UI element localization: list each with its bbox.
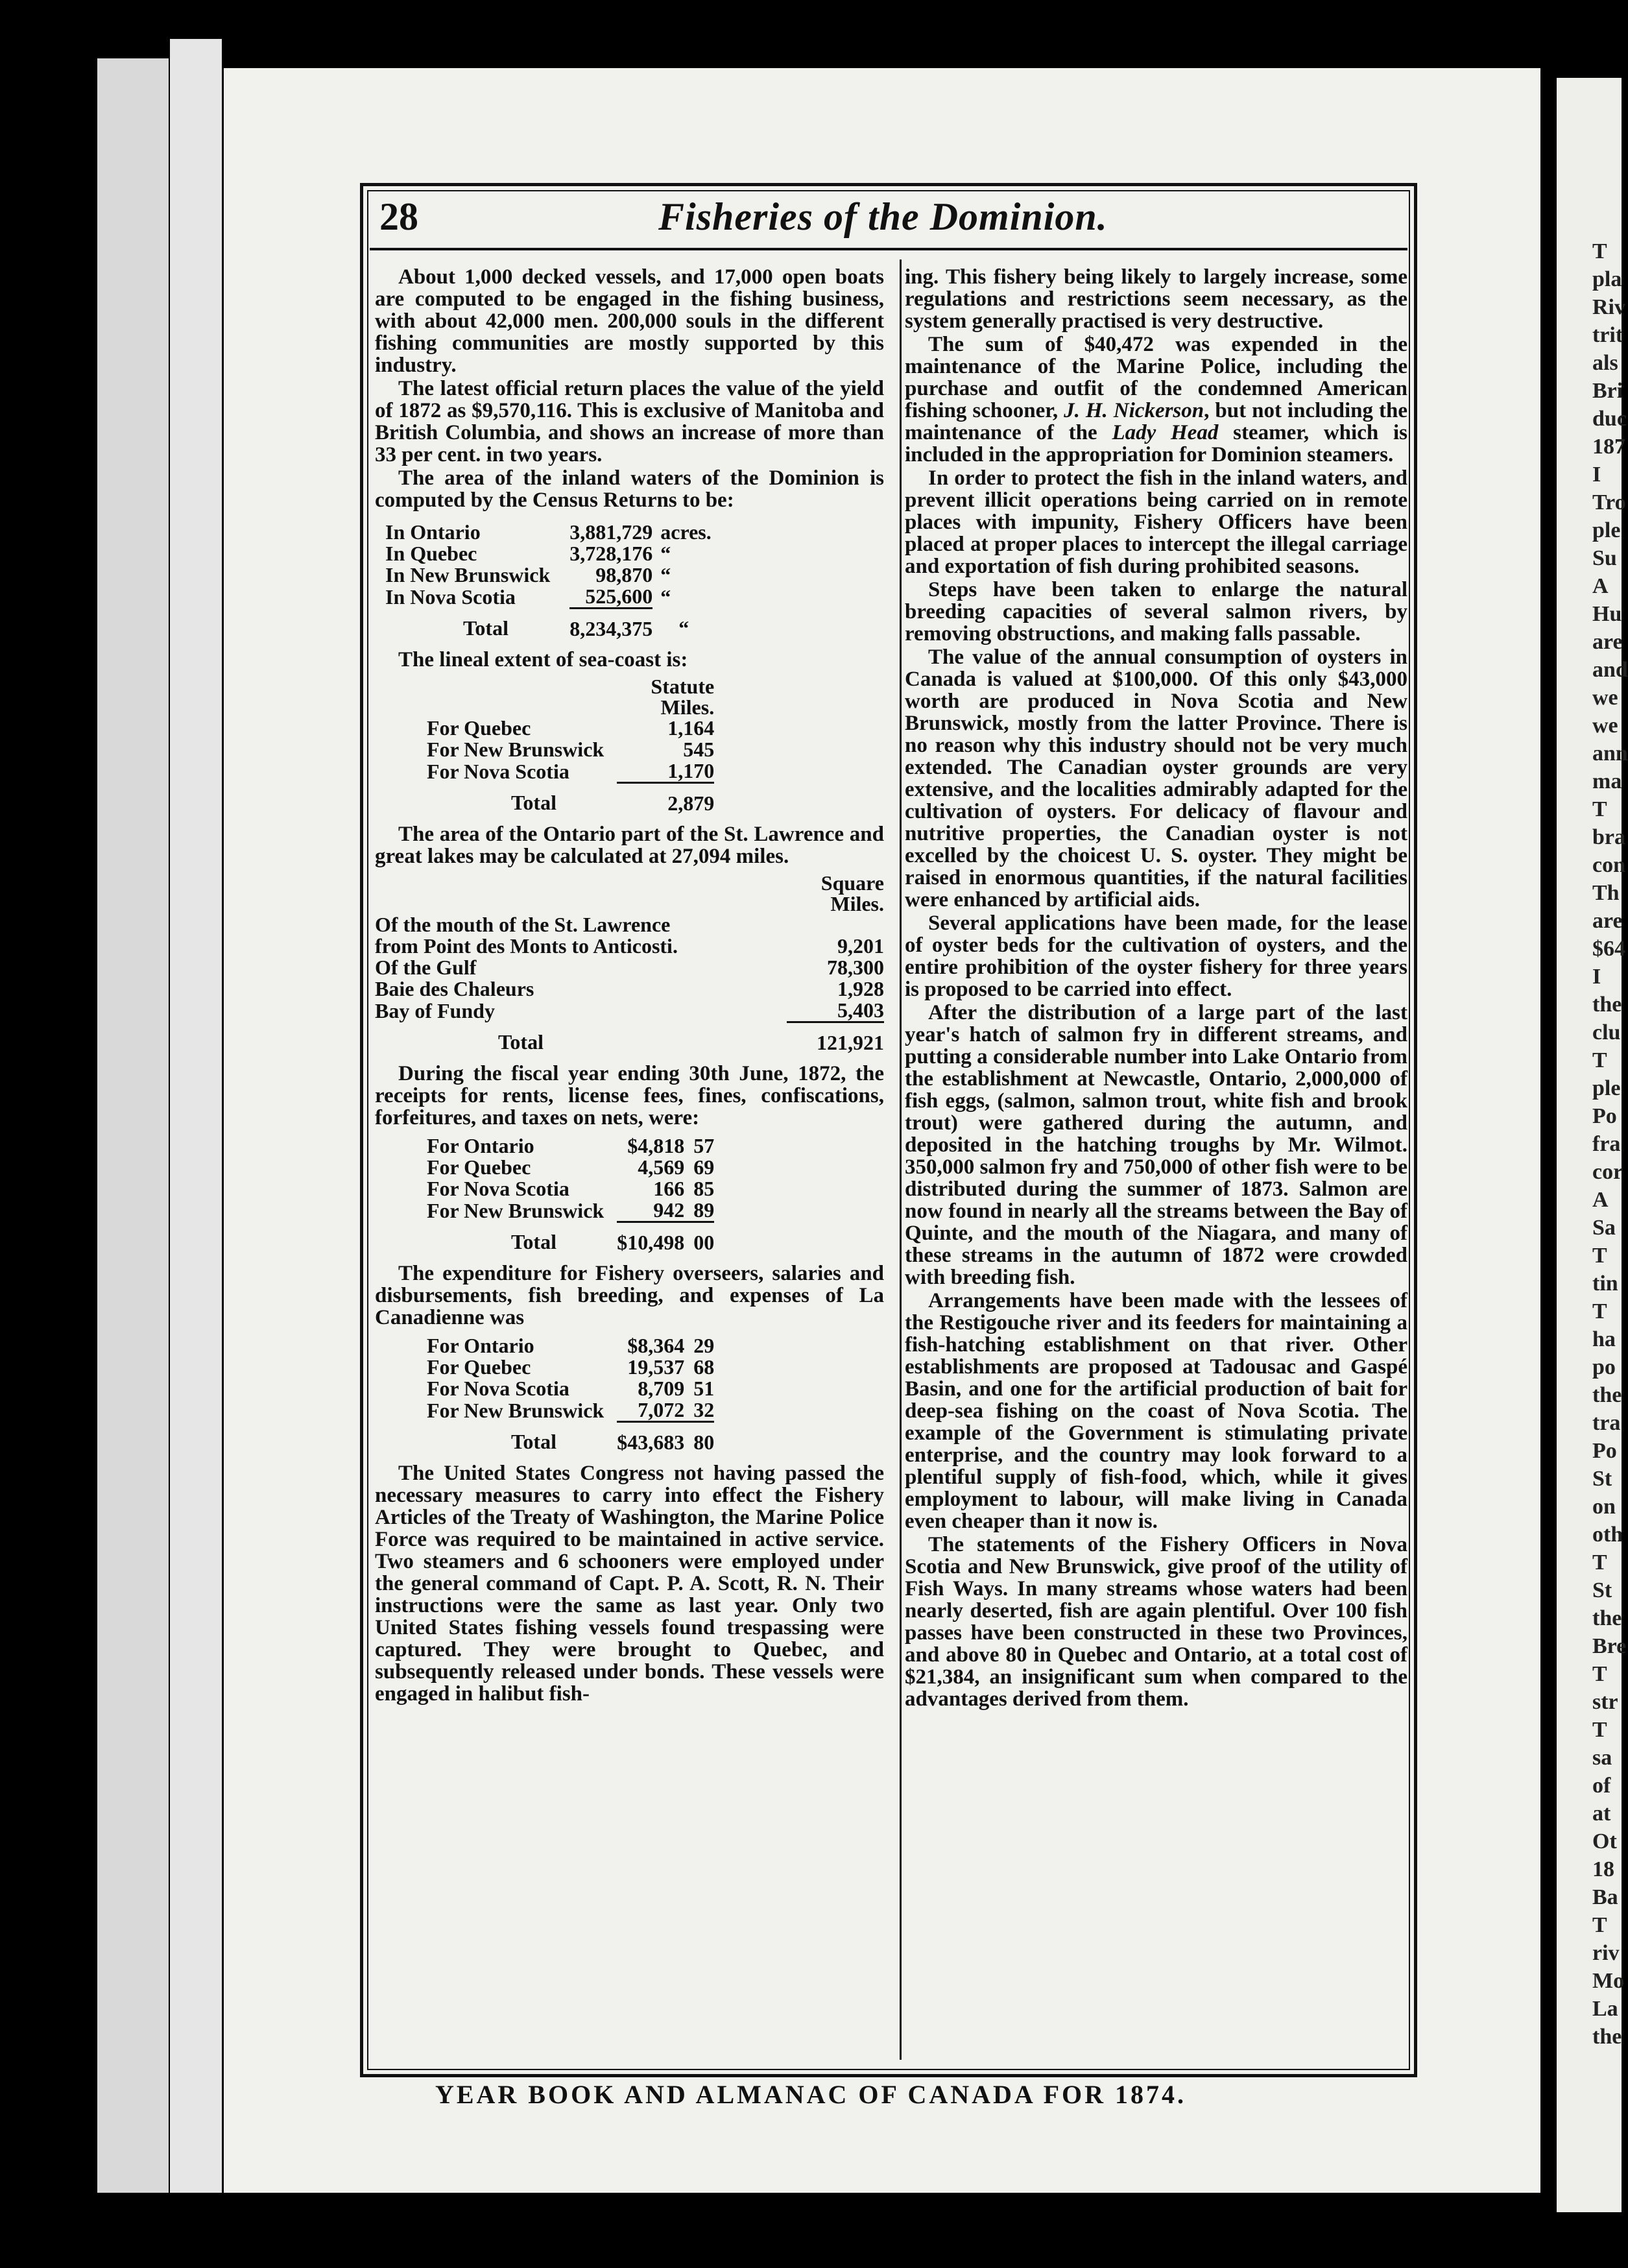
next-page-fragment: ha [1592, 1327, 1616, 1351]
next-page-fragment: Riv [1592, 295, 1625, 319]
paragraph: The United States Congress not having passed the necessary measures to carry into effect the Fishery Articles of the Treaty of Washington, the Marine Police Force was required to be maintained in active service. Two steamers and 6 schooners were employed under the general command of Capt. P. A. Scott, R. N. Their instructions were the same as last year. Only two United States fishing vessels found trespassing were captured. They were brought to Quebec, and subsequently released under bonds. These vessels were engaged in halibut fish- [375, 1462, 884, 1706]
total-label: Total [498, 1030, 544, 1054]
paragraph: The statements of the Fishery Officers in Nova Scotia and New Brunswick, give proof of the utility of Fish Ways. In many streams whose waters had been nearly deserted, fish are again plentiful. Over 100 fish passes have been constructed in these two Provinces, and above 80 in Quebec and Ontario, at a total cost of $21,384, an insignificant sum when compared to the advantages derived from them. [905, 1533, 1407, 1711]
table-row [375, 978, 884, 1000]
row-unit: “ [660, 563, 671, 586]
next-page-fragment: Sa [1592, 1216, 1616, 1240]
row-label: For Nova Scotia [427, 759, 569, 783]
paragraph: The area of the inland waters of the Dominion is computed by the Census Returns to be: [375, 466, 884, 512]
table-row [385, 543, 712, 564]
table-row [427, 1399, 714, 1422]
row-label: For New Brunswick [427, 1198, 605, 1222]
next-page-fragment: Po [1592, 1104, 1617, 1128]
text: The sum of $40,472 was expended in the maintenance of the Marine Police, including the purchase and outfit of the condemned American fishing schooner, [905, 333, 1407, 422]
table-row [427, 1378, 714, 1399]
next-page-fragment: trit [1592, 323, 1623, 347]
right-column [905, 266, 1407, 1711]
total-value: $10,498 [617, 1222, 684, 1254]
next-page-fragment: cor [1592, 1160, 1623, 1184]
next-page-fragment: ma [1592, 769, 1622, 793]
next-page-fragment: duc [1592, 407, 1627, 431]
next-page-fragment: tin [1592, 1272, 1618, 1296]
row-label: Bay of Fundy [375, 998, 495, 1022]
paragraph: After the distribution of a large part of the last year's hatch of salmon fry in different streams, and putting a considerable number into Lake Ontario from the establishment at Newcastle, Ontario, 2,000,000 of fish eggs, (salmon, salmon trout, white fish and brook trout) were gathered during the autumn, and deposited in the hatching troughs by Mr. Wilmot. 350,000 salmon fry and 750,000 of other fish were to be distributed during the summer of 1873. Salmon are now found in nearly all the streams between the Bay of Quinte, and the mouth of the Niagara, and many of these streams in the autumn of 1872 were crowded with breeding fish. [905, 1001, 1407, 1289]
table-total-row [385, 609, 712, 640]
column-header: Square Miles. [820, 871, 884, 915]
expenditure-table [427, 1335, 714, 1453]
next-page-fragment: bra [1592, 825, 1625, 849]
next-page-fragment: and [1592, 658, 1628, 682]
row-value: 7,072 [638, 1398, 685, 1421]
row-cents: 89 [693, 1198, 715, 1222]
next-page-fragment: con [1592, 853, 1625, 877]
next-page-fragment: I [1592, 463, 1601, 487]
next-page-fragment: Hu [1592, 602, 1622, 626]
header-rule [370, 248, 1407, 250]
next-page-fragment: Th [1592, 881, 1620, 905]
row-label: Of the mouth of the St. Lawrence [375, 913, 671, 936]
row-label: For Nova Scotia [427, 1377, 569, 1400]
table-row [375, 914, 884, 935]
next-page-fragment: are [1592, 909, 1623, 933]
row-label: For Ontario [427, 1334, 534, 1357]
table-row [427, 1357, 714, 1378]
row-value: 98,870 [595, 563, 653, 586]
row-value: $8,364 [627, 1334, 685, 1357]
row-label: Baie des Chaleurs [375, 977, 534, 1000]
left-column [375, 266, 884, 1706]
next-page-fragment: the [1592, 2025, 1622, 2049]
row-value: 1,164 [667, 716, 715, 740]
paragraph: Steps have been taken to enlarge the natural breeding capacities of several salmon rivers, by removing obstructions, and making falls passable. [905, 578, 1407, 645]
total-label: Total [511, 1230, 557, 1254]
total-value: 121,921 [787, 1022, 884, 1054]
next-page-fragment: are [1592, 630, 1623, 654]
row-label: In Nova Scotia [385, 585, 516, 609]
next-page-fragment: Su [1592, 546, 1617, 570]
next-page-fragment: Bri [1592, 379, 1623, 403]
row-value: 5,403 [837, 998, 884, 1022]
next-page-fragment: tra [1592, 1411, 1621, 1435]
row-value: 4,569 [638, 1155, 685, 1179]
total-cents: 80 [684, 1422, 714, 1454]
total-value: $43,683 [617, 1422, 684, 1454]
total-cents: 00 [684, 1222, 714, 1254]
next-page-fragment: ple [1592, 518, 1621, 542]
table-row [375, 957, 884, 978]
square-miles-table [375, 873, 884, 1054]
paragraph: Several applications have been made, for the lease of oyster beds for the cultivation of oysters, and the entire prohibition of the oyster fishery for three years is proposed to be carried into effect. [905, 911, 1407, 1001]
row-unit: acres. [660, 520, 712, 544]
row-cents: 68 [693, 1355, 715, 1379]
sea-coast-table [427, 676, 714, 814]
next-page-fragment: A [1592, 1188, 1609, 1212]
total-label: Total [511, 791, 557, 815]
next-page-fragment: I [1592, 965, 1601, 989]
receipts-table [427, 1135, 714, 1253]
row-label: For Quebec [427, 1355, 531, 1379]
row-cents: 32 [693, 1398, 715, 1421]
paragraph: The value of the annual consumption of oysters in Canada is valued at $100,000. Of this only $43,000 worth are produced in Nova Scotia and New Brunswick, mostly from the latter Province. There is no reason why this industry should not be very much extended. The Canadian oyster grounds are very extensive, and the localities admirably adapted for the cultivation of oysters. For delicacy of flavour and nutritive properties, the Canadian oyster is not excelled by the choicest U. S. oyster. They might be raised in enormous quantities, if the natural facilities were enhanced by artificial aids. [905, 645, 1407, 911]
next-page-fragment: T [1592, 1913, 1607, 1937]
next-page-fragment: Ba [1592, 1885, 1618, 1909]
text: steamer, which is included in the appropriation for Dominion steamers. [905, 421, 1407, 466]
table-row [427, 1157, 714, 1178]
table-row [375, 935, 884, 957]
row-label: For Ontario [427, 1134, 534, 1157]
page-number: 28 [379, 195, 418, 238]
row-cents: 69 [693, 1155, 715, 1179]
next-page-fragment: T [1592, 1662, 1607, 1686]
table-row [427, 718, 714, 739]
next-page-fragment: po [1592, 1355, 1616, 1379]
inland-waters-table [385, 522, 712, 640]
row-label: For Quebec [427, 716, 531, 740]
next-page-fragment: T [1592, 1244, 1607, 1268]
column-header: Statute Miles. [651, 675, 715, 719]
row-value: $4,818 [627, 1134, 685, 1157]
total-value: 8,234,375 [569, 609, 652, 640]
next-page-fragment: Po [1592, 1439, 1617, 1463]
row-value: 1,170 [667, 759, 715, 782]
row-label: For New Brunswick [427, 1398, 605, 1422]
row-label: For New Brunswick [427, 738, 605, 761]
next-page-fragment: fra [1592, 1132, 1621, 1156]
table-row [385, 564, 712, 586]
next-page-fragment: T [1592, 239, 1607, 263]
table-row [385, 522, 712, 543]
total-label: Total [463, 616, 509, 640]
next-page-fragment: the [1592, 993, 1622, 1017]
paragraph: ing. This fishery being likely to largely increase, some regulations and restrictions seem necessary, as the system generally practised is very destructive. [905, 265, 1407, 333]
next-page-fragment: T [1592, 1048, 1607, 1072]
next-page-fragment: oth [1592, 1523, 1623, 1547]
paragraph: In order to protect the fish in the inland waters, and prevent illicit operations being carried on in remote places with impunity, Fishery Officers have been placed at proper places to intercept the illegal carriage and exportation of fish during prohibited seasons. [905, 466, 1407, 578]
next-page-fragment: sa [1592, 1746, 1612, 1770]
table-row [427, 739, 714, 760]
next-page-fragment: ple [1592, 1076, 1621, 1100]
table-row [427, 1335, 714, 1357]
ship-name: Lady Head [1112, 421, 1219, 444]
ship-name: J. H. Nickerson [1064, 399, 1204, 422]
row-value: 166 [653, 1177, 685, 1200]
row-label: Of the Gulf [375, 956, 477, 979]
row-unit: “ [660, 542, 671, 565]
next-page-fragment: str [1592, 1690, 1618, 1714]
row-cents: 85 [693, 1177, 715, 1200]
next-page-fragment: riv [1592, 1941, 1620, 1965]
page-footer: YEAR BOOK AND ALMANAC OF CANADA FOR 1874. [435, 2080, 1187, 2109]
paragraph [905, 333, 1407, 466]
next-page-fragment: 187 [1592, 435, 1625, 459]
next-page-fragment: the [1592, 1383, 1622, 1407]
paragraph: During the fiscal year ending 30th June, 1872, the receipts for rents, license fees, fines, confiscations, forfeitures, and taxes on nets, were: [375, 1062, 884, 1129]
next-page-fragment: clu [1592, 1020, 1621, 1044]
row-label: For Quebec [427, 1155, 531, 1179]
table-row [427, 760, 714, 783]
running-head: Fisheries of the Dominion. [658, 195, 1108, 238]
next-page-fragment: Mo [1592, 1969, 1625, 1993]
next-page-fragment: St [1592, 1467, 1612, 1491]
table-row [385, 586, 712, 609]
row-value: 19,537 [627, 1355, 685, 1379]
table-row [427, 1178, 714, 1200]
next-page-fragment: at [1592, 1802, 1611, 1826]
book-edge [97, 58, 169, 2193]
next-page-fragment: 18 [1592, 1857, 1614, 1881]
paragraph: The area of the Ontario part of the St. Lawrence and great lakes may be calculated at 27,094 miles. [375, 823, 884, 868]
total-unit: “ [678, 616, 689, 640]
row-unit: “ [660, 585, 671, 609]
next-page-fragment: als [1592, 351, 1618, 375]
next-page-fragment: T [1592, 1550, 1607, 1574]
row-value: 1,928 [837, 977, 884, 1000]
total-label: Total [511, 1430, 557, 1454]
paragraph: About 1,000 decked vessels, and 17,000 open boats are computed to be engaged in the fishing business, with about 42,000 men. 200,000 souls in the different fishing communities are mostly supported by this industry. [375, 265, 884, 377]
row-value [787, 914, 884, 935]
row-value: 3,881,729 [569, 520, 653, 544]
text: , but not including the maintenance of the [905, 399, 1407, 444]
row-value: 942 [653, 1198, 685, 1222]
next-page-fragment: T [1592, 797, 1607, 821]
paragraph: Arrangements have been made with the lessees of the Restigouche river and its feeders for maintaining a fish-hatching establishment on that river. Other establishments are proposed at Tadousac and Gaspé Basin, and one for the artificial production of bait for deep-sea fishing on the coast of Nova Scotia. The example of the Government is stimulating private enterprise, and the country may look forward to a plentiful supply of fish-food, which, while it gives employment to labour, will make living in Canada even cheaper than it now is. [905, 1289, 1407, 1533]
row-label: In Quebec [385, 542, 477, 565]
row-label: from Point des Monts to Anticosti. [375, 934, 678, 958]
next-page-fragment: pla [1592, 267, 1622, 291]
row-value: 525,600 [585, 585, 653, 608]
column-rule [900, 259, 902, 2060]
next-page-fragment: the [1592, 1606, 1622, 1630]
next-page-fragment: A [1592, 574, 1609, 598]
next-page-fragment: ann [1592, 742, 1628, 766]
next-page-fragment: of [1592, 1774, 1611, 1798]
table-row [427, 1200, 714, 1222]
next-page-fragment: we [1592, 686, 1618, 710]
book-edge-inner [170, 39, 222, 2193]
row-label: In New Brunswick [385, 563, 551, 586]
row-label: In Ontario [385, 520, 481, 544]
next-page-fragment: T [1592, 1299, 1607, 1323]
row-value: 78,300 [827, 956, 884, 979]
table-row [427, 1135, 714, 1157]
next-page-fragment: $64 [1592, 937, 1625, 961]
row-cents: 29 [693, 1334, 715, 1357]
row-cents: 57 [693, 1134, 715, 1157]
total-value: 2,879 [617, 783, 714, 815]
row-cents: 51 [693, 1377, 715, 1400]
row-value: 8,709 [638, 1377, 685, 1400]
next-page-fragment: T [1592, 1718, 1607, 1742]
next-page-fragment: Ot [1592, 1829, 1617, 1853]
paragraph: The expenditure for Fishery overseers, salaries and disbursements, fish breeding, and expenses of La Canadienne was [375, 1262, 884, 1329]
next-page-fragment: St [1592, 1578, 1612, 1602]
row-value: 9,201 [837, 934, 884, 958]
next-page-fragment: we [1592, 714, 1618, 738]
paragraph: The lineal extent of sea-coast is: [398, 648, 688, 671]
next-page-fragment: on [1592, 1495, 1616, 1519]
next-page-fragment: Bre [1592, 1634, 1627, 1658]
row-value: 545 [683, 738, 715, 761]
next-page-fragment: Tro [1592, 490, 1626, 514]
row-value: 3,728,176 [569, 542, 653, 565]
row-label: For Nova Scotia [427, 1177, 569, 1200]
table-row [375, 1000, 884, 1022]
paragraph: The latest official return places the value of the yield of 1872 as $9,570,116. This is exclusive of Manitoba and British Columbia, and shows an increase of more than 33 per cent. in two years. [375, 377, 884, 466]
next-page-fragment: La [1592, 1997, 1618, 2021]
